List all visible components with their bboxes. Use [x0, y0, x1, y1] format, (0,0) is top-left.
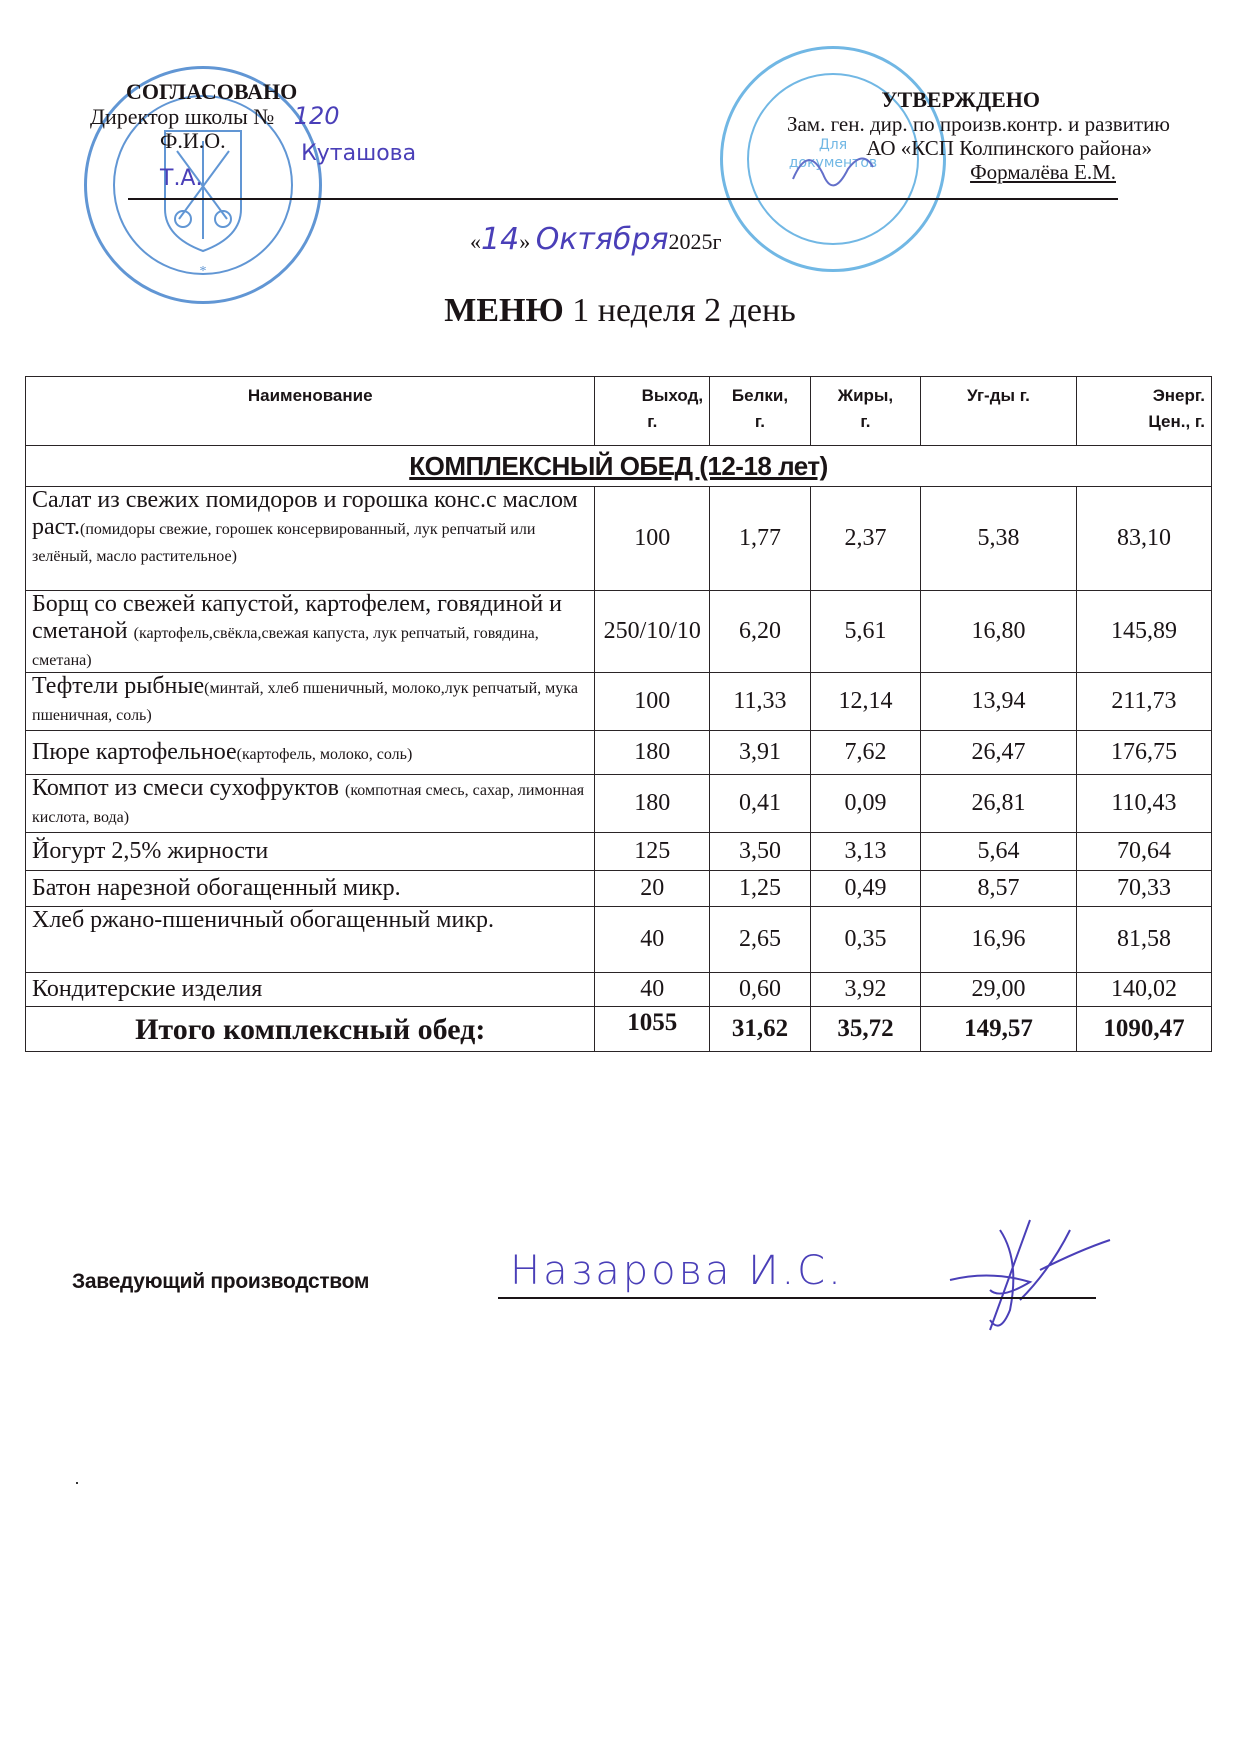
carbs-value: 16,96 — [921, 907, 1077, 973]
fat-value: 5,61 — [810, 591, 920, 673]
col-energy: Энерг. Цен., г. — [1076, 377, 1211, 446]
output-value: 100 — [595, 487, 710, 591]
fat-value: 3,13 — [810, 833, 920, 871]
school-number-handwritten: 120 — [293, 102, 340, 130]
table-row — [26, 591, 1212, 673]
table-row — [26, 871, 1212, 907]
col-fat: Жиры, г. — [810, 377, 920, 446]
energy-value: 176,75 — [1076, 731, 1211, 775]
carbs-value: 5,64 — [921, 833, 1077, 871]
approval-date: «14» Октября2025г — [470, 222, 722, 257]
carbs-value: 16,80 — [921, 591, 1077, 673]
section-title: КОМПЛЕКСНЫЙ ОБЕД (12-18 лет) — [409, 450, 828, 481]
total-carbs: 149,57 — [921, 1007, 1077, 1052]
svg-text:Для: Для — [818, 137, 848, 153]
table-row — [26, 907, 1212, 973]
signature-line — [128, 198, 1118, 200]
energy-value: 110,43 — [1076, 775, 1211, 833]
production-manager-signature: Назарова И.С. — [510, 1248, 844, 1294]
output-value: 40 — [595, 973, 710, 1007]
carbs-value: 26,47 — [921, 731, 1077, 775]
protein-value: 3,91 — [710, 731, 811, 775]
total-protein: 31,62 — [710, 1007, 811, 1052]
fat-value: 0,49 — [810, 871, 920, 907]
output-value: 180 — [595, 775, 710, 833]
table-row — [26, 673, 1212, 731]
energy-value: 140,02 — [1076, 973, 1211, 1007]
approval-left-block — [90, 79, 430, 191]
col-output: Выход, г. — [595, 377, 710, 446]
col-name: Наименование — [26, 377, 595, 446]
date-day: 14 — [481, 222, 520, 257]
protein-value: 3,50 — [710, 833, 811, 871]
approved-title: УТВЕРЖДЕНО — [881, 87, 1040, 112]
page-title: МЕНЮ 1 неделя 2 день — [444, 292, 796, 329]
output-value: 180 — [595, 731, 710, 775]
approver-name: Формалёва Е.М. — [970, 160, 1116, 184]
fat-value: 12,14 — [810, 673, 920, 731]
menu-table — [25, 376, 1212, 1052]
fat-value: 2,37 — [810, 487, 920, 591]
dish-ingredients: (помидоры свежие, горошек консервированный, лук репчатый или зелёный, масло растительное) — [32, 521, 536, 565]
table-header-row — [26, 377, 1212, 446]
col-carbs: Уг-ды г. — [921, 377, 1077, 446]
col-protein: Белки, г. — [710, 377, 811, 446]
table-row — [26, 973, 1212, 1007]
director-name-handwritten: Куташова Т.А. — [160, 141, 417, 191]
protein-value: 2,65 — [710, 907, 811, 973]
scan-speck — [76, 1482, 78, 1484]
energy-value: 70,64 — [1076, 833, 1211, 871]
approver-org: АО «КСП Колпинского района» — [866, 136, 1152, 160]
output-value: 250/10/10 — [595, 591, 710, 673]
dish-name: Салат из свежих помидоров и горошка конс.с маслом раст. — [32, 487, 578, 540]
protein-value: 11,33 — [710, 673, 811, 731]
total-label: Итого комплексный обед: — [26, 1007, 595, 1052]
output-value: 100 — [595, 673, 710, 731]
dish-name: Батон нарезной обогащенный микр. — [32, 875, 401, 901]
table-row — [26, 833, 1212, 871]
fat-value: 0,09 — [810, 775, 920, 833]
date-month: Октября — [535, 222, 669, 257]
energy-value: 145,89 — [1076, 591, 1211, 673]
dish-name: Компот из смеси сухофруктов — [32, 775, 345, 801]
date-year: 2025г — [668, 229, 722, 254]
total-output: 1055 — [595, 1007, 710, 1052]
protein-value: 1,77 — [710, 487, 811, 591]
section-row — [26, 446, 1212, 487]
production-manager-label: Заведующий производством — [72, 1270, 370, 1293]
total-energy: 1090,47 — [1076, 1007, 1211, 1052]
energy-value: 211,73 — [1076, 673, 1211, 731]
output-value: 40 — [595, 907, 710, 973]
protein-value: 0,41 — [710, 775, 811, 833]
fat-value: 7,62 — [810, 731, 920, 775]
carbs-value: 13,94 — [921, 673, 1077, 731]
fat-value: 3,92 — [810, 973, 920, 1007]
svg-text:*: * — [199, 264, 207, 279]
svg-text:документов: документов — [788, 155, 878, 171]
energy-value: 70,33 — [1076, 871, 1211, 907]
fat-value: 0,35 — [810, 907, 920, 973]
carbs-value: 26,81 — [921, 775, 1077, 833]
dish-ingredients: (минтай, хлеб пшеничный, молоко,лук репчатый, мука пшеничная, соль) — [32, 680, 578, 724]
energy-value: 83,10 — [1076, 487, 1211, 591]
total-fat: 35,72 — [810, 1007, 920, 1052]
dish-ingredients: (картофель, молоко, соль) — [236, 746, 413, 763]
fio-label: Ф.И.О. Куташова Т.А. — [160, 128, 417, 191]
director-role: Директор школы № 120 — [90, 102, 340, 130]
dish-name: Хлеб ржано-пшеничный обогащенный микр. — [32, 907, 494, 933]
approval-right-block — [700, 88, 1170, 184]
dish-ingredients: (картофель,свёкла,свежая капуста, лук репчатый, говядина, сметана) — [32, 625, 539, 669]
total-row — [26, 1007, 1212, 1052]
output-value: 125 — [595, 833, 710, 871]
table-row — [26, 775, 1212, 833]
table-row — [26, 487, 1212, 591]
carbs-value: 29,00 — [921, 973, 1077, 1007]
dish-ingredients: (компотная смесь, сахар, лимонная кислота, вода) — [32, 782, 585, 826]
dish-name: Йогурт 2,5% жирности — [32, 838, 269, 864]
energy-value: 81,58 — [1076, 907, 1211, 973]
table-row — [26, 731, 1212, 775]
protein-value: 6,20 — [710, 591, 811, 673]
footer-signature-line — [498, 1297, 1096, 1299]
protein-value: 0,60 — [710, 973, 811, 1007]
dish-name: Борщ со свежей капустой, картофелем, говядиной и сметаной — [32, 591, 563, 644]
dish-name: Пюре картофельное — [32, 739, 237, 765]
output-value: 20 — [595, 871, 710, 907]
agreed-title: СОГЛАСОВАНО — [126, 79, 298, 104]
dish-name: Тефтели рыбные — [32, 673, 205, 699]
approver-role: Зам. ген. дир. по произв.контр. и развитию — [786, 112, 1170, 136]
protein-value: 1,25 — [710, 871, 811, 907]
dish-name: Кондитерские изделия — [32, 976, 263, 1002]
signature-scribble-icon — [930, 1210, 1130, 1340]
carbs-value: 8,57 — [921, 871, 1077, 907]
carbs-value: 5,38 — [921, 487, 1077, 591]
